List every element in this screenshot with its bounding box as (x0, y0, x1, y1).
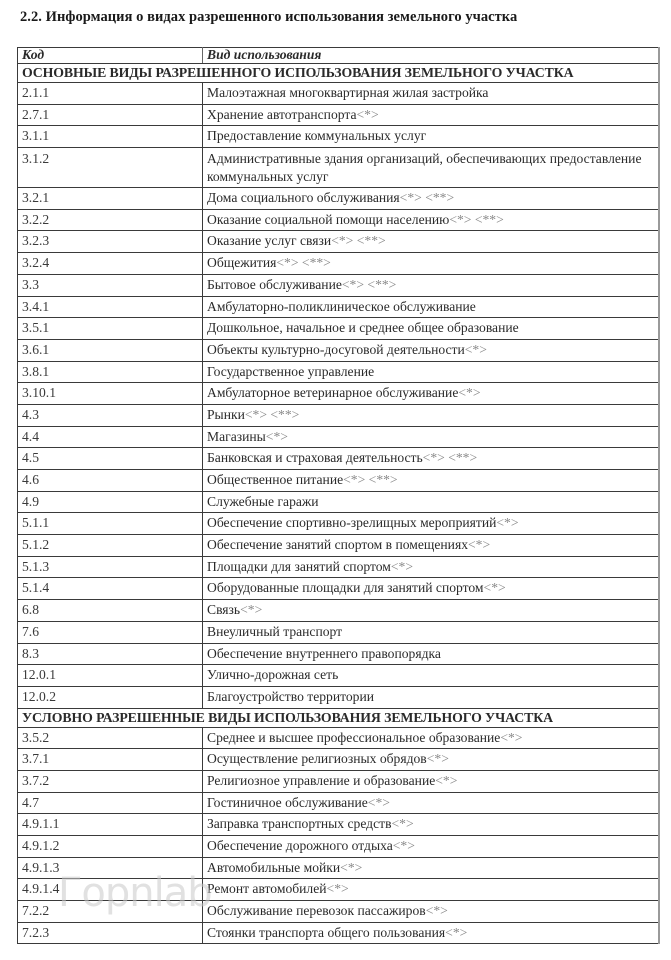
table-row (18, 104, 659, 126)
use-type-cell (203, 836, 659, 858)
use-type-name: Стоянки транспорта общего пользования (207, 924, 446, 940)
land-use-table (17, 47, 660, 944)
use-code-cell: 3.7.1 (18, 749, 203, 771)
table-row (18, 491, 659, 513)
table-row (18, 296, 659, 318)
use-type-name: Дошкольное, начальное и среднее общее образование (207, 320, 519, 336)
use-type-name: Магазины (207, 428, 266, 444)
use-type-cell (203, 296, 659, 318)
use-type-cell (203, 491, 659, 513)
table-row (18, 448, 659, 470)
column-header-code: Код (18, 48, 203, 64)
use-type-name: Служебные гаражи (207, 493, 319, 509)
footnote-mark: <*> (468, 537, 491, 553)
footnote-mark: <*> (483, 580, 506, 596)
use-type-name: Осуществление религиозных обрядов (207, 751, 427, 767)
use-type-cell (203, 621, 659, 643)
footnote-mark: <*> (356, 106, 379, 122)
use-type-cell (203, 879, 659, 901)
use-type-cell (203, 209, 659, 231)
use-type-name: Хранение автотранспорта (207, 106, 357, 122)
use-type-name: Банковская и страховая деятельность (207, 450, 423, 466)
use-code-cell: 3.2.2 (18, 209, 203, 231)
use-type-name: Обеспечение спортивно-зрелищных мероприятий (207, 515, 497, 531)
section-header-row (18, 708, 659, 727)
use-type-cell (203, 665, 659, 687)
use-type-name: Государственное управление (207, 363, 375, 379)
footnote-mark: <*> (496, 515, 519, 531)
use-type-name: Среднее и высшее профессиональное образование (207, 729, 501, 745)
footnote-mark: <*> (464, 341, 487, 357)
use-code-cell: 3.5.1 (18, 318, 203, 340)
use-type-cell (203, 448, 659, 470)
use-type-name: Бытовое обслуживание (207, 276, 342, 292)
use-code-cell: 4.4 (18, 426, 203, 448)
footnote-mark: <*> (390, 558, 414, 574)
footnote-mark: <*> (340, 859, 363, 875)
use-type-name: Автомобильные мойки (207, 859, 341, 875)
use-code-cell: 4.6 (18, 470, 203, 492)
use-type-cell (203, 148, 659, 188)
use-type-name: Улично-дорожная сеть (207, 667, 339, 683)
table-row (18, 188, 659, 210)
table-row (18, 901, 659, 923)
use-code-cell: 3.1.1 (18, 126, 203, 148)
use-code-cell: 4.5 (18, 448, 203, 470)
use-type-name: Заправка транспортных средств (207, 816, 392, 832)
use-type-cell (203, 643, 659, 665)
table-row (18, 792, 659, 814)
footnote-mark: <*> (240, 602, 263, 618)
use-type-name: Обеспечение дорожного отдыха (207, 838, 393, 853)
table-row (18, 578, 659, 600)
use-type-cell (203, 556, 659, 578)
table-header-row (18, 48, 659, 64)
use-code-cell: 7.6 (18, 621, 203, 643)
use-type-cell (203, 231, 659, 253)
use-type-cell (203, 339, 659, 361)
use-code-cell: 7.2.3 (18, 922, 203, 944)
use-type-name: Гостиничное обслуживание (207, 794, 368, 810)
footnote-mark: <*> <**> (276, 255, 331, 271)
use-code-cell: 3.10.1 (18, 383, 203, 405)
use-type-cell (203, 770, 659, 792)
table-row (18, 836, 659, 858)
use-type-name: Оказание социальной помощи населению (207, 211, 450, 227)
table-row (18, 470, 659, 492)
footnote-mark: <*> <**> (399, 190, 455, 206)
use-code-cell: 5.1.2 (18, 535, 203, 557)
use-type-cell (203, 253, 659, 275)
use-type-cell (203, 188, 659, 210)
footnote-mark: <*> <**> (341, 276, 397, 292)
use-type-name: Религиозное управление и образование (207, 772, 436, 788)
section-heading: 2.2. Информация о видах разрешенного использования земельного участка (20, 9, 518, 25)
section-title: УСЛОВНО РАЗРЕШЕННЫЕ ВИДЫ ИСПОЛЬЗОВАНИЯ ЗЕМЕЛЬНОГО УЧАСТКА (18, 708, 659, 727)
use-type-name: Административные здания организаций, обеспечивающих предоставление коммунальных услуг (207, 151, 642, 184)
footnote-mark: <*> <**> (331, 233, 386, 249)
table-row (18, 749, 659, 771)
use-code-cell: 3.4.1 (18, 296, 203, 318)
use-code-cell: 4.3 (18, 404, 203, 426)
table-row (18, 857, 659, 879)
use-type-cell (203, 749, 659, 771)
use-type-cell (203, 686, 659, 708)
table-row (18, 643, 659, 665)
table-row (18, 922, 659, 944)
use-type-name: Амбулаторно-поликлиническое обслуживание (207, 298, 476, 314)
use-code-cell: 5.1.1 (18, 513, 203, 535)
table-row (18, 727, 659, 749)
use-code-cell: 4.9.1.2 (18, 836, 203, 858)
use-code-cell: 3.1.2 (18, 148, 203, 188)
use-type-name: Внеуличный транспорт (207, 623, 343, 639)
use-type-name: Общежития (207, 255, 277, 271)
table-row (18, 231, 659, 253)
use-code-cell: 4.9.1.3 (18, 857, 203, 879)
table-row (18, 148, 659, 188)
footnote-mark: <*> (445, 924, 468, 940)
use-type-cell (203, 578, 659, 600)
use-code-cell: 2.7.1 (18, 104, 203, 126)
section-header-row (18, 64, 659, 83)
use-code-cell: 3.5.2 (18, 727, 203, 749)
use-type-cell (203, 426, 659, 448)
use-type-cell (203, 727, 659, 749)
footnote-mark: <*> <**> (244, 406, 300, 422)
use-type-cell (203, 600, 659, 622)
use-code-cell: 5.1.4 (18, 578, 203, 600)
footnote-mark: <*> (435, 772, 458, 788)
use-code-cell: 3.2.3 (18, 231, 203, 253)
footnote-mark: <*> (500, 729, 523, 745)
use-type-cell (203, 792, 659, 814)
use-code-cell: 12.0.2 (18, 686, 203, 708)
use-type-name: Связь (207, 602, 241, 618)
use-type-name: Ремонт автомобилей (207, 881, 327, 897)
footnote-mark: <*> (425, 903, 448, 919)
table-row (18, 600, 659, 622)
table-row (18, 770, 659, 792)
use-type-name: Общественное питание (207, 472, 344, 487)
table-row (18, 253, 659, 275)
use-type-name: Объекты культурно-досуговой деятельности (207, 341, 465, 357)
footnote-mark: <*> (326, 881, 349, 897)
use-code-cell: 8.3 (18, 643, 203, 665)
table-row (18, 339, 659, 361)
use-type-cell (203, 901, 659, 923)
table-row (18, 556, 659, 578)
use-type-name: Оказание услуг связи (207, 233, 332, 249)
use-type-cell (203, 383, 659, 405)
use-type-cell (203, 274, 659, 296)
table-row (18, 318, 659, 340)
use-code-cell: 3.2.4 (18, 253, 203, 275)
use-type-cell (203, 83, 659, 105)
section-title: ОСНОВНЫЕ ВИДЫ РАЗРЕШЕННОГО ИСПОЛЬЗОВАНИЯ ЗЕМЕЛЬНОГО УЧАСТКА (18, 64, 659, 83)
use-code-cell: 4.9.1.4 (18, 879, 203, 901)
use-type-name: Обслуживание перевозок пассажиров (207, 903, 426, 919)
footnote-mark: <*> <**> (449, 211, 504, 227)
footnote-mark: <*> (265, 428, 288, 444)
table-row (18, 814, 659, 836)
use-code-cell: 3.2.1 (18, 188, 203, 210)
footnote-mark: <*> <**> (422, 450, 478, 466)
table-row (18, 126, 659, 148)
use-type-name: Предоставление коммунальных услуг (207, 128, 427, 144)
use-type-name: Амбулаторное ветеринарное обслуживание (207, 385, 459, 401)
use-code-cell: 2.1.1 (18, 83, 203, 105)
use-type-cell (203, 126, 659, 148)
use-type-name: Благоустройство территории (207, 688, 375, 704)
use-type-cell (203, 535, 659, 557)
use-type-cell (203, 104, 659, 126)
table-row (18, 665, 659, 687)
use-code-cell: 4.7 (18, 792, 203, 814)
use-type-name: Площадки для занятий спортом (207, 558, 391, 574)
footnote-mark: <*> (458, 385, 481, 401)
column-header-use-type: Вид использования (203, 48, 659, 64)
use-code-cell: 6.8 (18, 600, 203, 622)
table-row (18, 513, 659, 535)
use-type-cell (203, 513, 659, 535)
use-code-cell: 3.7.2 (18, 770, 203, 792)
use-type-cell (203, 814, 659, 836)
table-row (18, 383, 659, 405)
use-code-cell: 3.8.1 (18, 361, 203, 383)
footnote-mark: <*> (367, 794, 390, 810)
use-type-cell (203, 404, 659, 426)
table-row (18, 274, 659, 296)
table-row (18, 404, 659, 426)
use-code-cell: 4.9.1.1 (18, 814, 203, 836)
table-row (18, 621, 659, 643)
use-code-cell: 3.3 (18, 274, 203, 296)
footnote-mark: <*> (391, 816, 414, 832)
use-type-name: Оборудованные площадки для занятий спортом (207, 580, 484, 596)
use-code-cell: 3.6.1 (18, 339, 203, 361)
use-code-cell: 4.9 (18, 491, 203, 513)
use-type-name: Малоэтажная многоквартирная жилая застройка (207, 85, 489, 100)
use-code-cell: 12.0.1 (18, 665, 203, 687)
use-type-name: Дома социального обслуживания (207, 190, 400, 206)
use-type-name: Обеспечение занятий спортом в помещениях (207, 537, 468, 553)
use-code-cell: 5.1.3 (18, 556, 203, 578)
use-type-cell (203, 318, 659, 340)
table-body (18, 64, 659, 944)
use-type-cell (203, 470, 659, 492)
use-code-cell: 7.2.2 (18, 901, 203, 923)
footnote-mark: <*> <**> (343, 472, 398, 487)
use-type-cell (203, 857, 659, 879)
table-row (18, 879, 659, 901)
footnote-mark: <*> (392, 838, 415, 853)
table-row (18, 209, 659, 231)
table-row (18, 535, 659, 557)
table-row (18, 686, 659, 708)
table-row (18, 361, 659, 383)
table-row (18, 426, 659, 448)
footnote-mark: <*> (426, 751, 449, 767)
watermark: Горnlab (58, 870, 212, 916)
use-type-cell (203, 361, 659, 383)
table-row (18, 83, 659, 105)
use-type-name: Обеспечение внутреннего правопорядка (207, 645, 441, 661)
use-type-name: Рынки (207, 406, 245, 422)
use-type-cell (203, 922, 659, 944)
